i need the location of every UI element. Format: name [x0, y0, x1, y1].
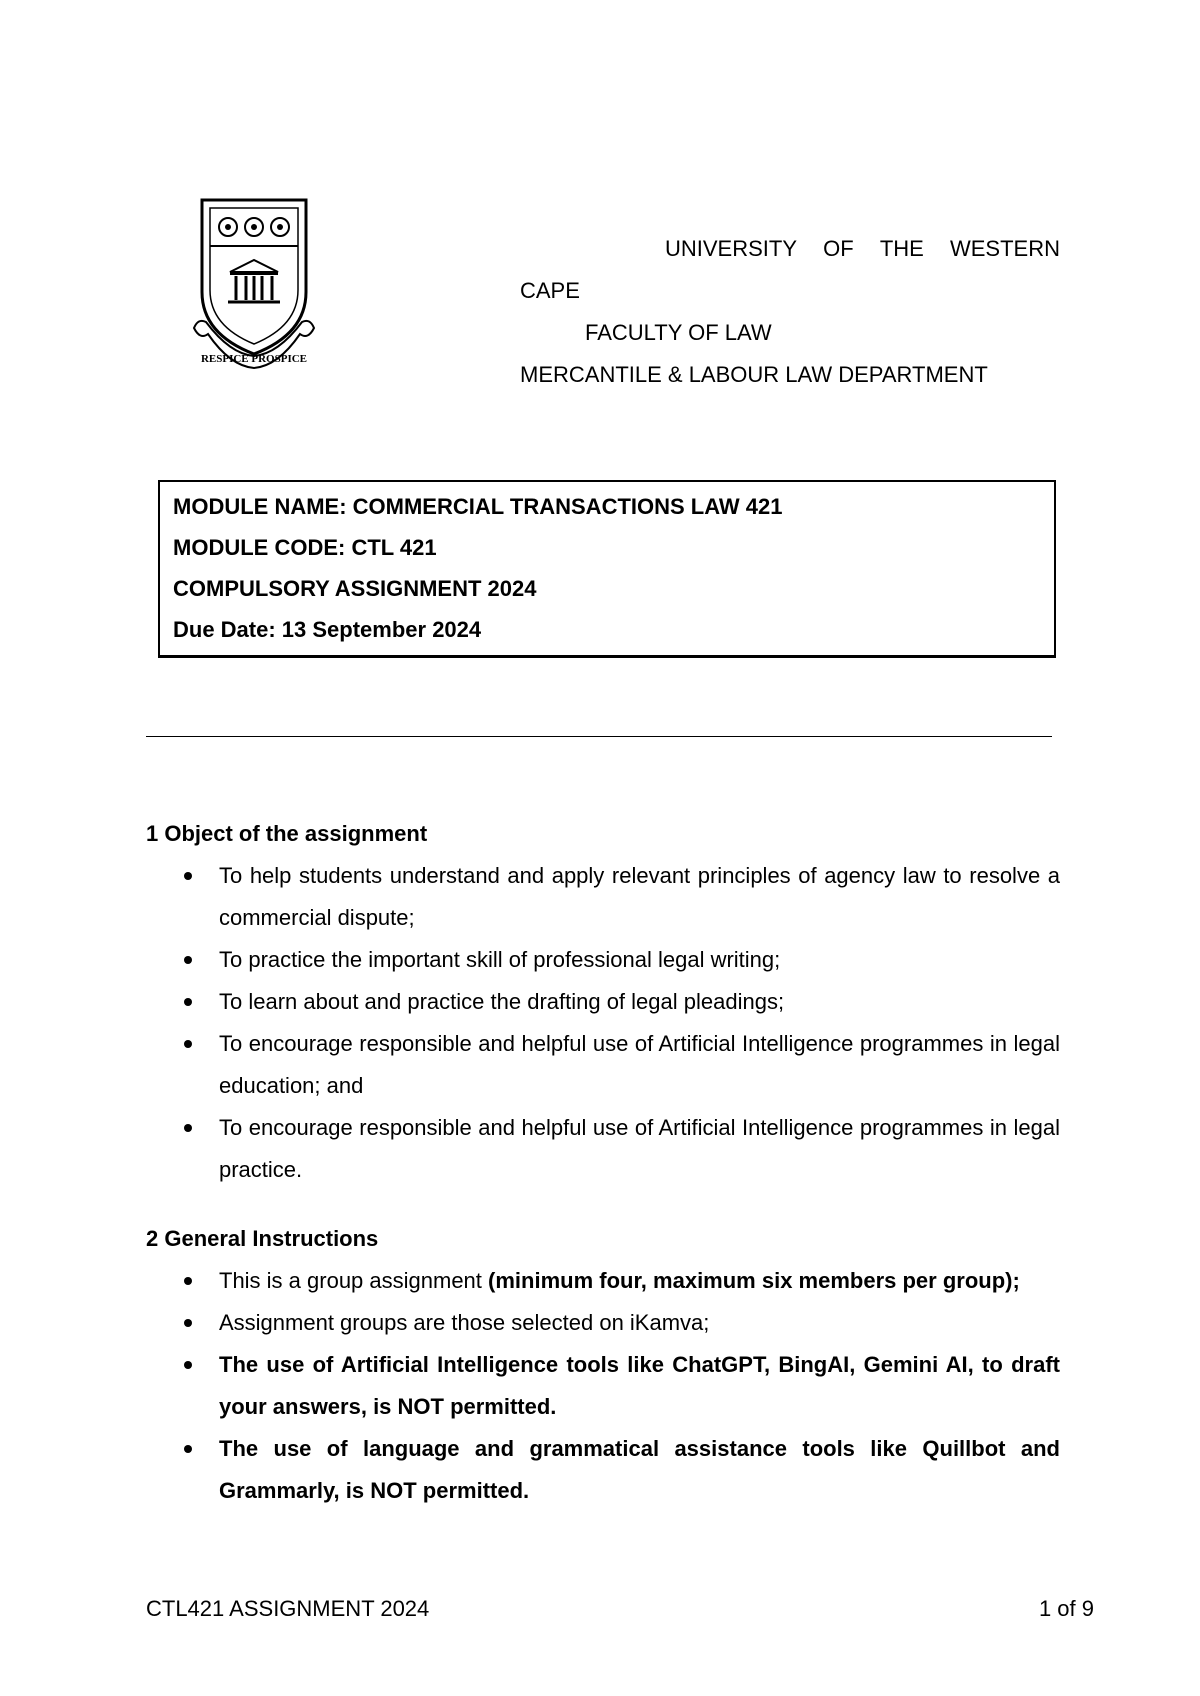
list-item: To help students understand and apply relevant principles of agency law to resolve a commercial dispute; — [146, 855, 1060, 939]
section-general-instructions — [146, 1218, 1060, 1512]
section-title: 1 Object of the assignment — [146, 821, 428, 846]
assignment-title: COMPULSORY ASSIGNMENT 2024 — [173, 576, 537, 601]
footer-title: CTL421 ASSIGNMENT 2024 — [146, 1596, 430, 1621]
list-item: To practice the important skill of professional legal writing; — [146, 939, 1060, 981]
institution-line-1 — [520, 228, 1060, 270]
list-item: To learn about and practice the drafting of legal pleadings; — [146, 981, 1060, 1023]
list-item: Assignment groups are those selected on iKamva; — [146, 1302, 1060, 1344]
page-number: 1 of 9 — [1038, 1596, 1094, 1621]
list-item: To encourage responsible and helpful use of Artificial Intelligence programmes in legal practice. — [146, 1107, 1060, 1191]
instructions-list — [146, 1260, 1060, 1512]
list-item: The use of Artificial Intelligence tools like ChatGPT, BingAI, Gemini AI, to draft your answers, is NOT permitted. — [146, 1344, 1060, 1428]
institution-word: OF — [823, 236, 854, 261]
list-item — [146, 1260, 1060, 1302]
section-title: 2 General Instructions — [146, 1226, 379, 1251]
horizontal-divider — [146, 736, 1052, 737]
module-code: MODULE CODE: CTL 421 — [173, 535, 437, 560]
instruction-text: This is a group assignment — [219, 1268, 489, 1293]
section-object-of-assignment — [146, 813, 1060, 1191]
objectives-list — [146, 855, 1060, 1191]
module-info-box — [158, 480, 1056, 658]
university-header — [520, 228, 1060, 396]
instruction-emphasis: (minimum four, maximum six members per group); — [488, 1268, 1020, 1293]
university-crest — [190, 194, 318, 374]
page-footer — [146, 1596, 1094, 1622]
module-name: MODULE NAME: COMMERCIAL TRANSACTIONS LAW 421 — [173, 494, 783, 519]
institution-line-2: CAPE — [520, 278, 580, 303]
due-date: Due Date: 13 September 2024 — [173, 617, 482, 642]
faculty-name: FACULTY OF LAW — [585, 320, 772, 345]
crest-motto: RESPICE PROSPICE — [200, 353, 308, 365]
crest-shield-icon — [190, 194, 318, 374]
institution-word: UNIVERSITY — [665, 236, 798, 261]
institution-word: WESTERN — [949, 236, 1060, 261]
institution-word: THE — [879, 236, 924, 261]
list-item: To encourage responsible and helpful use of Artificial Intelligence programmes in legal education; and — [146, 1023, 1060, 1107]
department-name: MERCANTILE & LABOUR LAW DEPARTMENT — [520, 362, 988, 387]
list-item: The use of language and grammatical assistance tools like Quillbot and Grammarly, is NOT permitted. — [146, 1428, 1060, 1512]
